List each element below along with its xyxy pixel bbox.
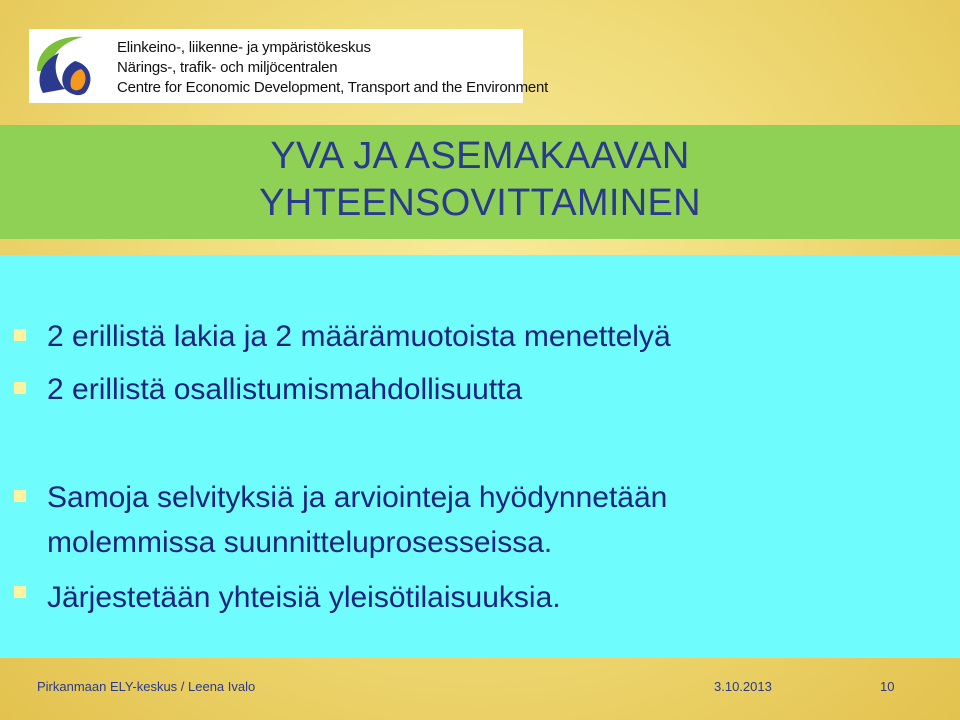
footer-author: Pirkanmaan ELY-keskus / Leena Ivalo xyxy=(37,679,256,694)
slide-title-line: YVA JA ASEMAKAAVAN xyxy=(270,135,690,177)
slide-footer xyxy=(0,658,960,720)
square-bullet-icon xyxy=(14,382,26,394)
bullet-text: Samoja selvityksiä ja arviointeja hyödynnetään xyxy=(47,481,668,514)
bullet-item xyxy=(0,576,940,620)
bullet-item xyxy=(0,315,940,359)
logo-line: Närings-, trafik- och miljöcentralen xyxy=(117,59,338,76)
square-bullet-icon xyxy=(14,329,26,341)
bullet-text: Järjestetään yhteisiä yleisötilaisuuksia. xyxy=(47,581,561,614)
bullet-item xyxy=(0,368,940,412)
logo-line: Centre for Economic Development, Transport and the Environment xyxy=(117,79,549,96)
logo-line: Elinkeino-, liikenne- ja ympäristökeskus xyxy=(117,39,371,56)
ely-emblem-icon xyxy=(31,31,101,101)
footer-date: 3.10.2013 xyxy=(714,679,772,694)
ely-logo xyxy=(29,29,549,103)
bullet-text: 2 erillistä osallistumismahdollisuutta xyxy=(47,373,523,406)
footer-page-number: 10 xyxy=(880,679,895,694)
square-bullet-icon xyxy=(14,586,26,598)
bullet-item xyxy=(0,476,940,566)
slide-title xyxy=(0,133,960,227)
bullet-text: molemmissa suunnitteluprosesseissa. xyxy=(47,526,553,559)
bullet-text: 2 erillistä lakia ja 2 määrämuotoista menettelyä xyxy=(47,320,671,353)
square-bullet-icon xyxy=(14,490,26,502)
slide-title-line: YHTEENSOVITTAMINEN xyxy=(259,182,701,224)
logo-text xyxy=(117,38,548,98)
